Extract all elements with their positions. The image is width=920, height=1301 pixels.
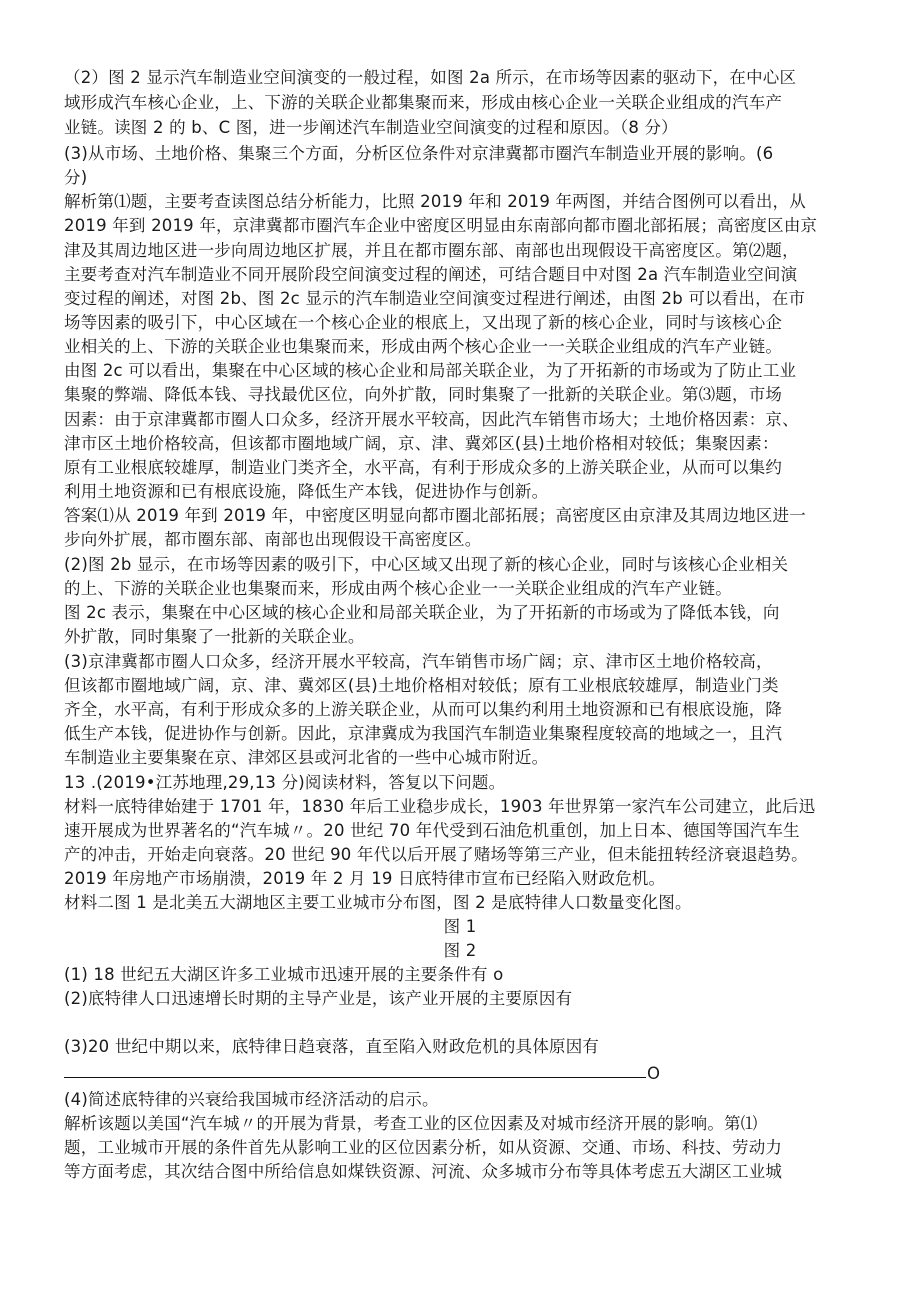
text-line: 题，工业城市开展的条件首先从影响工业的区位因素分析，如从资源、交通、市场、科技、劳动力 <box>64 1138 783 1157</box>
text-line: 答案⑴从 2019 年到 2019 年，中密度区明显向都市圈北部拓展；高密度区由京津及其周边地区进一 <box>64 506 806 525</box>
text-line: 速开展成为世界著名的“汽车城〃。20 世纪 70 年代受到石油危机重创，加上日本、德国等国汽车生 <box>64 821 800 840</box>
text-line: 齐全，水平高，有利于形成众多的上游关联企业，从而可以集约利用土地资源和已有根底设施，降 <box>64 700 783 719</box>
text-line: (4)简述底特律的兴衰给我国城市经济活动的启示。 <box>64 1090 439 1109</box>
text-line: 由图 2c 可以看出，集聚在中心区域的核心企业和局部关联企业，为了开拓新的市场或为了防止工业 <box>64 361 797 380</box>
text-line: 分) <box>64 168 88 187</box>
text-line: 材料二图 1 是北美五大湖地区主要工业城市分布图，图 2 是底特律人口数量变化图。 <box>64 893 692 912</box>
answer-blank-line <box>64 1077 646 1078</box>
text-line: (1) 18 世纪五大湖区许多工业城市迅速开展的主要条件有 o <box>64 965 504 984</box>
text-line: 产的冲击，开始走向衰落。20 世纪 90 年代以后开展了赌场等第三产业，但未能扭转经济衰退趋势。 <box>64 845 808 864</box>
text-line: (3)京津冀都市圈人口众多，经济开展水平较高，汽车销售市场广阔；京、津市区土地价格较高， <box>64 652 773 671</box>
text-line: 业链。读图 2 的 b、C 图，进一步阐述汽车制造业空间演变的过程和原因。（8 分） <box>64 118 678 137</box>
text-line: 2019 年房地产市场崩溃，2019 年 2 月 19 日底特律市宣布已经陷入财政危机。 <box>64 869 666 888</box>
text-line: 等方面考虑，其次结合图中所给信息如煤铁资源、河流、众多城市分布等具体考虑五大湖区工业城 <box>64 1162 783 1181</box>
text-line: (3)20 世纪中期以来，底特律日趋衰落，直至陷入财政危机的具体原因有 <box>64 1037 600 1056</box>
text-line: 车制造业主要集聚在京、津郊区县或河北省的一些中心城市附近。 <box>64 748 549 767</box>
text-line: 解析该题以美国“汽车城〃的开展为背景，考查工业的区位因素及对城市经济开展的影响。第⑴ <box>64 1114 758 1133</box>
text-line: 场等因素的吸引下，中心区域在一个核心企业的根底上，又出现了新的核心企业，同时与该核心企 <box>64 313 783 332</box>
text-line: 主要考查对汽车制造业不同开展阶段空间演变过程的阐述，可结合题目中对图 2a 汽车制造业空间演 <box>64 265 798 284</box>
text-line: 图 2c 表示，集聚在中心区域的核心企业和局部关联企业，为了开拓新的市场或为了降低本钱，向 <box>64 603 780 622</box>
text-line: 低生产本钱，促进协作与创新。因此，京津冀成为我国汽车制造业集聚程度较高的地域之一，且汽 <box>64 724 783 743</box>
text-line: (2)底特律人口迅速增长时期的主导产业是，该产业开展的主要原因有 <box>64 989 573 1008</box>
text-line: 2019 年到 2019 年，京津冀都市圈汽车企业中密度区明显由东南部向都市圈北部拓展；高密度区由京 <box>64 216 818 235</box>
text-line: 利用土地资源和已有根底设施，降低生产本钱，促进协作与创新。 <box>64 482 549 501</box>
text-line: 因素：由于京津冀都市圈人口众多，经济开展水平较高，因此汽车销售市场大；土地价格因素：京、 <box>64 410 799 429</box>
text-line: 外扩散，同时集聚了一批新的关联企业。 <box>64 627 365 646</box>
text-line: 津及其周边地区进一步向周边地区扩展，并且在都市圈东部、南部也出现假设干高密度区。第⑵题， <box>64 241 799 260</box>
text-line: 但该都市圈地域广阔，京、津、冀郊区(县)土地价格相对较低；原有工业根底较雄厚，制造业门类 <box>64 676 779 695</box>
text-line: 步向外扩展，都市圈东部、南部也出现假设干高密度区。 <box>64 530 482 549</box>
text-line: (2)图 2b 显示，在市场等因素的吸引下，中心区域又出现了新的核心企业，同时与该核心企业相关 <box>64 555 789 574</box>
text-line: （2）图 2 显示汽车制造业空间演变的一般过程，如图 2a 所示，在市场等因素的驱动下，在中心区 <box>64 68 797 87</box>
text-line: 材料一底特律始建于 1701 年，1830 年后工业稳步成长，1903 年世界第一家汽车公司建立，此后迅 <box>64 797 816 816</box>
text-line: 集聚的弊端、降低本钱、寻找最优区位，向外扩散，同时集聚了一批新的关联企业。第⑶题，市场 <box>64 385 783 404</box>
figure-caption: 图 1 <box>443 917 477 936</box>
text-line: 业相关的上、下游的关联企业也集聚而来，形成由两个核心企业一一关联企业组成的汽车产业链。 <box>64 337 783 356</box>
text-line: (3)从市场、土地价格、集聚三个方面，分析区位条件对京津冀都市圈汽车制造业开展的影响。(6 <box>64 144 774 163</box>
question-heading: 13 .(2019•江苏地理,29,13 分)阅读材料，答复以下问题。 <box>64 773 506 792</box>
text-line: 变过程的阐述，对图 2b、图 2c 显示的汽车制造业空间演变过程进行阐述，由图 2b 可以看出，在市 <box>64 289 806 308</box>
text-line: 解析第⑴题，主要考查读图总结分析能力，比照 2019 年和 2019 年两图，并结合图例可以看出，从 <box>64 192 806 211</box>
figure-caption: 图 2 <box>443 941 477 960</box>
text-line: 津市区土地价格较高，但该都市圈地域广阔，京、津、冀郊区(县)土地价格相对较低；集聚因素： <box>64 434 779 453</box>
text-line: 的上、下游的关联企业也集聚而来，形成由两个核心企业一一关联企业组成的汽车产业链。 <box>64 579 732 598</box>
text-line: 域形成汽车核心企业，上、下游的关联企业都集聚而来，形成由核心企业一关联企业组成的汽车产 <box>64 93 783 112</box>
text-line: 原有工业根底较雄厚，制造业门类齐全，水平高，有利于形成众多的上游关联企业，从而可以集约 <box>64 458 783 477</box>
text-line: O <box>647 1064 661 1083</box>
